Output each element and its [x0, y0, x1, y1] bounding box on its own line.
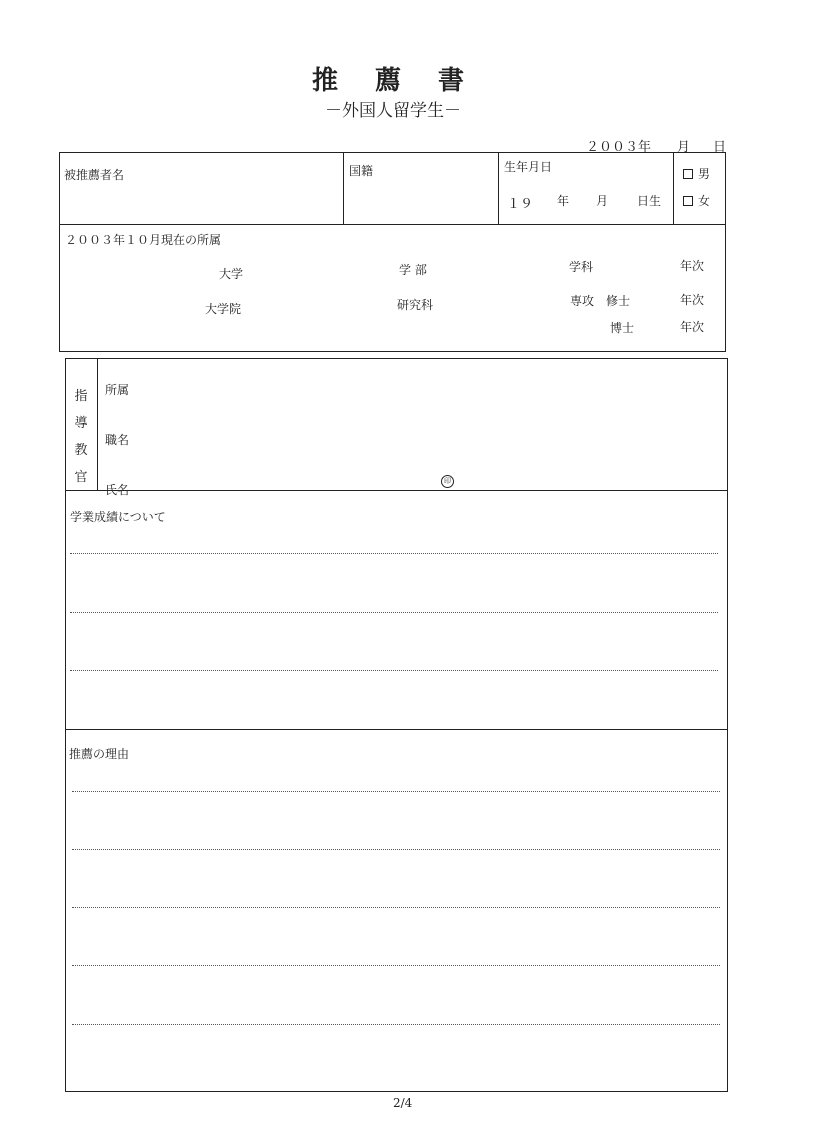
affiliation-heading: ２００３年１０月現在の所属 [65, 233, 222, 247]
gender-male-option[interactable] [683, 165, 710, 182]
reason-write-line-1[interactable] [72, 791, 720, 792]
birth-year-unit: 年 [557, 194, 570, 208]
nominee-col-divider-3 [673, 153, 674, 224]
male-checkbox[interactable] [683, 169, 693, 179]
department-label: 学科 [569, 260, 594, 274]
date-month: 月 [677, 140, 691, 155]
birthdate-label: 生年月日 [504, 160, 553, 174]
grades-bottom-divider [66, 729, 727, 730]
year-label-3: 年次 [680, 320, 705, 334]
advisor-label-vertical: 指 導 教 官 [74, 389, 88, 485]
reason-section-label: 推薦の理由 [69, 747, 130, 761]
advisor-label-divider [97, 359, 98, 490]
nominee-col-divider-1 [343, 153, 344, 224]
year-label-1: 年次 [680, 259, 705, 273]
university-label: 大学 [219, 267, 244, 281]
major-master-label: 専攻 修士 [570, 294, 631, 308]
date-year: ２００３年 [586, 140, 652, 155]
grades-write-line-2[interactable] [70, 612, 718, 613]
birth-month-unit: 月 [596, 194, 609, 208]
nominee-col-divider-2 [498, 153, 499, 224]
page-title: 推 薦 書 [311, 66, 479, 96]
recommendation-box [65, 358, 728, 1092]
advisor-name-label: 氏名 [105, 483, 130, 497]
seal-mark: 印 [441, 475, 454, 488]
advisor-bottom-divider [66, 490, 727, 491]
birth-day-unit: 日生 [637, 194, 662, 208]
gender-female-option[interactable] [683, 192, 710, 209]
grades-section-label: 学業成績について [70, 510, 166, 524]
reason-write-line-5[interactable] [72, 1024, 720, 1025]
grad-school-label: 大学院 [205, 302, 242, 316]
advisor-position-label: 職名 [105, 433, 130, 447]
nominee-name-label: 被推薦者名 [64, 168, 125, 182]
reason-write-line-4[interactable] [72, 965, 720, 966]
female-label: 女 [698, 194, 711, 208]
birth-year-prefix: １９ [507, 197, 534, 212]
doctor-label: 博士 [610, 321, 635, 335]
grades-write-line-3[interactable] [70, 670, 718, 671]
advisor-affiliation-label: 所属 [105, 383, 130, 397]
male-label: 男 [698, 167, 711, 181]
year-label-2: 年次 [680, 293, 705, 307]
female-checkbox[interactable] [683, 196, 693, 206]
nominee-row-divider [60, 224, 725, 225]
faculty-label: 学 部 [399, 263, 427, 277]
date-day: 日 [713, 140, 727, 155]
nationality-label: 国籍 [349, 164, 374, 178]
research-dept-label: 研究科 [397, 298, 434, 312]
reason-write-line-3[interactable] [72, 907, 720, 908]
reason-write-line-2[interactable] [72, 849, 720, 850]
page-number: 2/4 [393, 1096, 413, 1110]
grades-write-line-1[interactable] [70, 553, 718, 554]
page-subtitle: －外国人留学生－ [325, 101, 461, 121]
